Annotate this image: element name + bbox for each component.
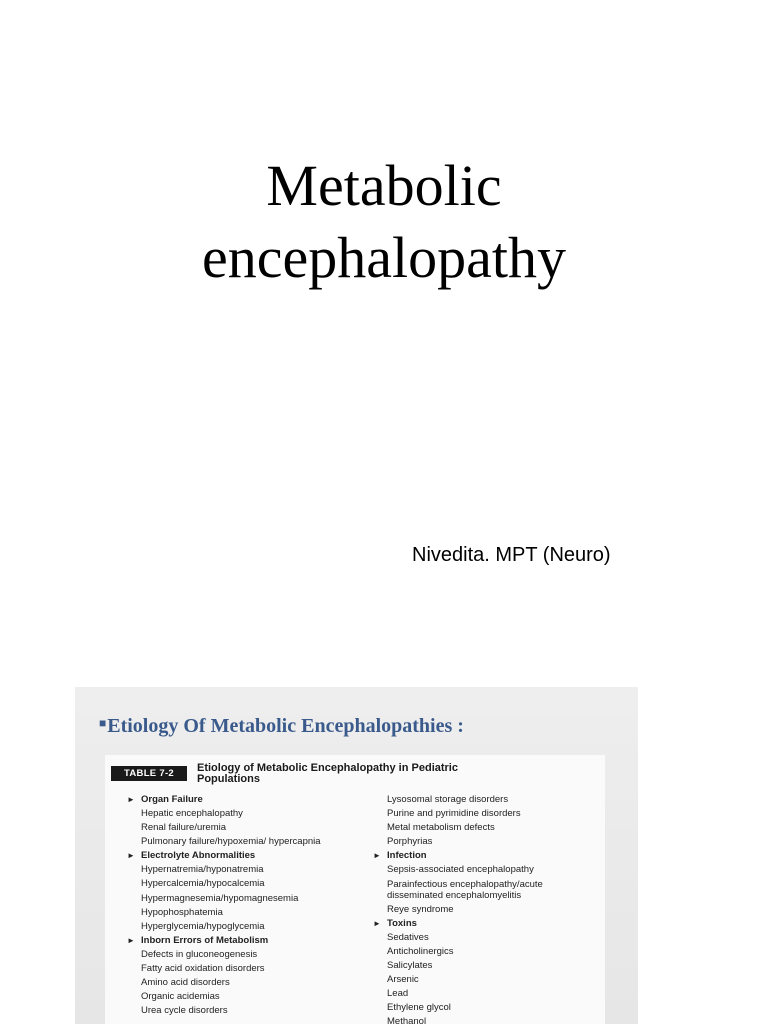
triangle-bullet-icon: ► [127,851,135,861]
table-row-text: Inborn Errors of Metabolism [141,934,269,946]
table-category-header [373,917,593,931]
table-row [373,835,593,849]
table-row-text: Urea cycle disorders [141,1005,228,1017]
triangle-bullet-icon: ► [127,935,135,945]
table-row-text: Sedatives [387,931,429,943]
table-row [373,945,593,959]
table-row-text: Hyperglycemia/hypoglycemia [141,920,265,932]
table-row-text: Amino acid disorders [141,977,230,989]
table-row-text: Hypermagnesemia/hypomagnesemia [141,892,299,904]
table-row-text: Hypercalcemia/hypocalcemia [141,878,265,890]
table-row-text: Defects in gluconeogenesis [141,948,258,960]
table-category-header [127,849,357,863]
table-row [373,959,593,973]
table-row-text: Methanol [387,1016,427,1024]
table-row-text: Reye syndrome [387,903,454,915]
triangle-bullet-icon: ► [373,918,381,928]
table-row [127,976,357,990]
table-right-column [373,793,593,1024]
table-row-text: Organic acidemias [141,991,220,1003]
table-row [127,1004,357,1018]
triangle-bullet-icon: ► [373,851,381,861]
table-label: TABLE 7-2 [111,766,187,781]
triangle-bullet-icon: ► [127,795,135,804]
author-credit: Nivedita. MPT (Neuro) [412,544,611,566]
table-row-text: Porphyrias [387,836,433,848]
table-row-text: Lead [387,988,409,1000]
slide-title [0,150,768,294]
table-row-text: Arsenic [387,974,419,986]
table-row-text: Salicylates [387,959,433,971]
title-line-2: encephalopathy [202,225,566,290]
table-row [373,807,593,821]
table-row [127,962,357,976]
table-caption: Etiology of Metabolic Encephalopathy in Pediatric Populations [197,762,458,785]
table-row [127,863,357,877]
table-row-text: Fatty acid oxidation disorders [141,963,265,975]
table-row [373,878,593,903]
table-row [127,821,357,835]
table-row-text: Purine and pyrimidine disorders [387,808,521,820]
table-left-column [127,793,357,1018]
table-row [127,892,357,906]
square-bullet-icon: ■ [99,716,107,730]
table-row-text: Anticholinergics [387,945,454,957]
table-row-text: Renal failure/uremia [141,822,227,834]
table-category-header [127,934,357,948]
table-row [127,835,357,849]
table-row-text: Lysosomal storage disorders [387,794,509,805]
table-row-text: Electrolyte Abnormalities [141,850,256,862]
slide-heading-text: Etiology Of Metabolic Encephalopathies : [107,715,464,737]
table-row [127,877,357,891]
table-row-text: Pulmonary failure/hypoxemia/ hypercapnia [141,836,321,848]
table-row-text: Parainfectious encephalopathy/acute disseminated encephalomyelitis [387,878,543,901]
table-row [127,920,357,934]
table-row-text: Hepatic encephalopathy [141,808,243,820]
table-row-text: Metal metabolism defects [387,822,495,834]
table-row [373,931,593,945]
table-row [373,793,593,807]
table-header [111,763,591,787]
table-row [127,948,357,962]
table-row [127,990,357,1004]
table-row [373,863,593,877]
table-row-text: Hypophosphatemia [141,906,223,918]
table-category-header [373,849,593,863]
table-row-text: Toxins [387,917,417,929]
table-row [373,1015,593,1024]
table-row-text: Sepsis-associated encephalopathy [387,864,534,876]
table-category-header [127,793,357,807]
table-row-text: Ethylene glycol [387,1002,451,1014]
table-row [373,821,593,835]
table-row [127,906,357,920]
embedded-slide-image [75,687,638,1024]
title-line-1: Metabolic [266,153,502,218]
table-row [127,807,357,821]
table-row-text: Infection [387,850,427,862]
table-row-text: Hypernatremia/hyponatremia [141,864,264,876]
table-row [373,987,593,1001]
table-row-text: Organ Failure [141,794,203,805]
etiology-table [105,755,605,1024]
table-row [373,973,593,987]
table-row [373,903,593,917]
table-row [373,1001,593,1015]
slide-heading [99,715,464,738]
